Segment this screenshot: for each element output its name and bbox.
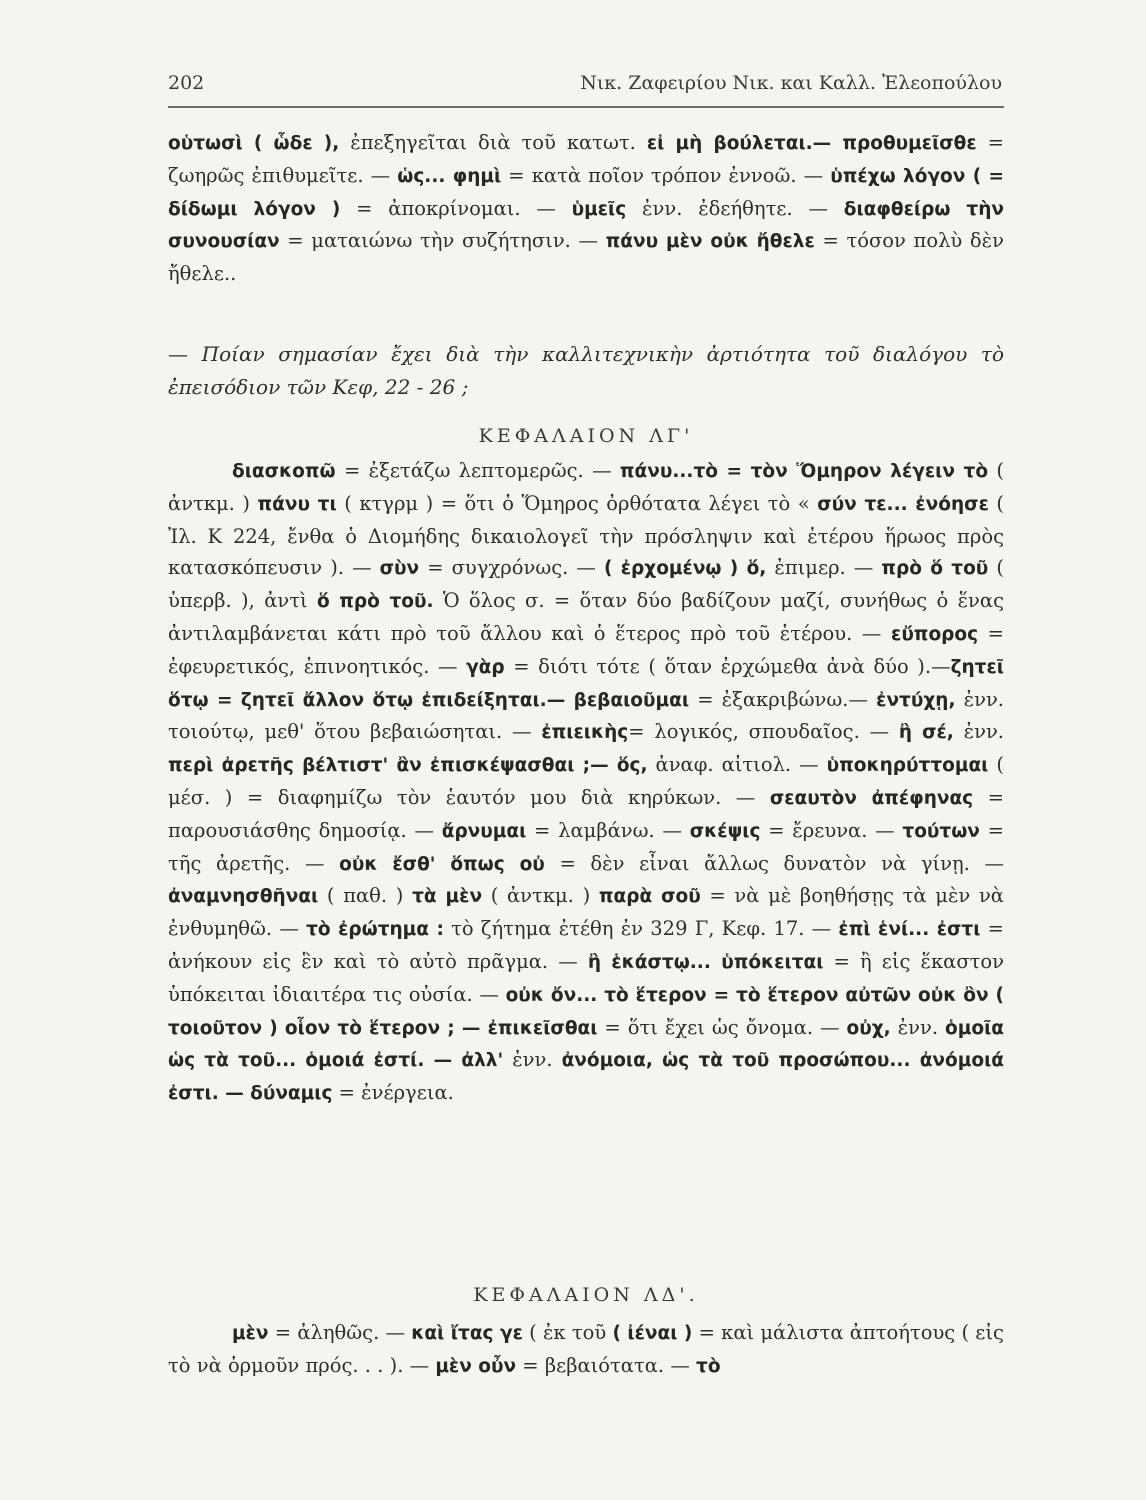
gloss: = ἀνήκουν εἰς ἓν καὶ τὸ αὐτὸ πρᾶγμα. — [168,917,1005,973]
lemma: ἢ ἑκάστῳ... ὑπόκειται [587,951,824,973]
lemma: ὁμοῖα ὡς τὰ τοῦ... ὁμοιά ἐστί. — ἀλλ' [168,1017,1004,1072]
lemma: ὑμεῖς [571,198,627,220]
gloss: = ἐνέργεια. [332,1081,454,1105]
gloss: = ἔρευνα. — [760,818,903,842]
gloss: ( ἀντκμ. ) [168,459,1004,515]
lemma: ζητεῖ ὅτῳ = ζητεῖ ἄλλον ὅτῳ ἐπιδείξηται.— βεβαιοῦμαι [168,656,1004,711]
lemma: ἢ σέ, [898,722,954,744]
gloss: = βεβαιότατα. — [516,1353,697,1377]
paragraph [168,127,1004,290]
lemma: διασκοπῶ [232,461,336,482]
glossary-block-1 [168,127,1004,290]
lemma: ὡς... φημὶ [397,165,502,187]
lemma: ἐπὶ ἑνί... ἐστι [838,919,981,941]
gloss: = τόσον πολὺ δὲν ἤθελε.. [168,229,1004,286]
gloss: = ἐξετάζω λεπτομερῶς. — [335,459,620,482]
gloss: = ἐφευρετικός, ἐπινοητικός. — [168,621,1004,678]
gloss: ἐνν. [503,1048,562,1072]
lemma: ὑποκηρύττομαι [826,755,989,777]
lemma: οὐκ ἔσθ' ὅπως οὐ [339,853,545,875]
gloss: ( Ἰλ. Κ 224, ἔνθα ὁ Διομήδης δικαιολογεῖ τὴν πρόσληψιν καὶ ἑτέρου ἥρωος πρὸς κατασκόπευσιν ). — [168,491,1004,580]
page-number: 202 [168,72,205,94]
lemma: παρὰ σοῦ [598,886,701,908]
gloss: = ματαιώνω τὴν συζήτησιν. — [279,229,606,253]
gloss: = ζωηρῶς ἐπιθυμεῖτε. — [168,131,1004,187]
lemma: οὑτωσὶ ( ὧδε ), [168,133,340,154]
gloss: ἐπεξηγεῖται διὰ τοῦ κατωτ. [339,131,647,154]
lemma: πάνυ...τὸ = τὸν Ὅμηρον λέγειν τὸ [619,461,989,482]
lemma: ἄρνυμαι [441,820,527,842]
gloss: = παρουσιάσθης δημοσίᾳ. — [168,785,1004,842]
lemma: τὸ ἐρώτημα : [306,919,444,941]
glossary-block-3 [168,1317,1004,1383]
gloss: = ἢ εἰς ἕκαστον ὑπόκειται ἰδιαιτέρα τις οὐσία. — [168,949,1005,1006]
gloss: ( ὑπερβ. ), ἀντὶ [168,556,1004,613]
gloss: ( παθ. ) [318,884,413,908]
gloss: ἐνν. τοιούτῳ, μεθ' ὅτου βεβαιώσηται. — [168,687,1005,744]
paragraph [168,1317,1004,1383]
gloss: = δὲν εἶναι ἄλλως δυνατὸν νὰ γίνῃ. — [544,851,1005,875]
gloss: ἐνν. ἐδεήθητε. — [626,196,844,220]
gloss: = ἐξακριβώνω.— [689,687,877,711]
lemma: μὲν οὖν [435,1355,517,1377]
lemma: μὲν [232,1323,269,1344]
lemma: ἐπιεικὴς [541,722,629,744]
lemma: διαφθείρω τὴν συνουσίαν [168,198,1005,253]
lemma: περὶ ἀρετῆς βέλτιστ' ἂν ἐπισκέψασθαι ;— ὅς, [168,755,648,777]
paragraph [168,455,1004,1110]
gloss: = ἀληθῶς. — [268,1321,412,1344]
lemma: οὐχ, [846,1017,891,1039]
lemma: ἀναμνησθῆναι [168,886,319,908]
study-question [168,338,1004,404]
gloss: = λαμβάνω. — [526,818,690,842]
gloss: = συγχρόνως. — [419,556,604,580]
gloss: = λογικός, σπουδαῖος. — [628,720,899,744]
lemma: πάνυ μὲν οὐκ ἤθελε [605,231,815,253]
gloss: = ἀποκρίνομαι. — [340,196,572,220]
question-text: — Ποίαν σημασίαν ἔχει διὰ τὴν καλλιτεχνικὴν ἀρτιότητα τοῦ διαλόγου τὸ ἐπεισόδιον τῶν Κεφ, 22 - 26 ; [168,342,1004,399]
lemma: γὰρ [466,656,505,678]
gloss: ( κτγρμ ) = ὅτι ὁ Ὅμηρος ὀρθότατα λέγει τὸ « [336,491,818,515]
gloss: ἐπιμερ. — [766,556,882,580]
gloss: ( ἐκ τοῦ [522,1321,613,1344]
lemma: σεαυτὸν ἀπέφηνας [769,787,974,809]
gloss: Ὁ ὅλος σ. = ὅταν δύο βαδίζουν μαζί, συνήθως ὁ ἕνας ἀντιλαμβάνεται κάτι πρὸ τοῦ ἄλλου καὶ ὁ ἕτερος πρὸ τοῦ ἑτέρου. — [168,589,1004,645]
gloss: = διότι τότε ( ὅταν ἐρχώμεθα ἀνὰ δύο ).— [504,654,951,678]
lemma: καὶ ἴτας γε [411,1323,523,1344]
header-rule [168,106,1004,108]
glossary-block-2 [168,455,1004,1110]
running-title: Νικ. Ζαφειρίου Νικ. και Καλλ. Ἐλεοπούλου [580,72,1002,94]
lemma: ἀνόμοια, ὡς τὰ τοῦ προσώπου... ἀνόμοιά ἐστι. — δύναμις [168,1050,1004,1105]
gloss: = νὰ μὲ βοηθήσῃς τὰ μὲν νὰ ἐνθυμηθῶ. — [168,884,1004,941]
lemma: τὰ μὲν [412,886,483,908]
lemma: τὸ [696,1355,721,1377]
lemma: ἐντύχῃ, [876,689,956,711]
lemma: σὺν [379,558,420,580]
gloss: = τῆς ἀρετῆς. — [168,818,1004,875]
lemma: εἰ μὴ βούλεται.— προθυμεῖσθε [646,133,977,154]
lemma: πρὸ ὅ τοῦ [881,558,989,580]
gloss: ἐνν. [953,720,1004,744]
chapter-heading: ΚΕΦΑΛΑΙΟΝ ΛΓ' [478,425,694,447]
gloss: τὸ ζήτημα ἐτέθη ἐν 329 Γ, Κεφ. 17. — [443,917,839,941]
lemma: ὅ πρὸ τοῦ. [317,591,434,613]
gloss: ( μέσ. ) = διαφημίζω τὸν ἑαυτόν μου διὰ κηρύκων. — [168,753,1005,809]
lemma: εὔπορος [891,623,979,645]
gloss: ἀναφ. αἰτιολ. — [647,753,827,777]
gloss: ἐνν. [890,1015,946,1039]
chapter-heading: ΚΕΦΑΛΑΙΟΝ ΛΔ'. [473,1284,699,1306]
lemma: ὑπέχω λόγον ( = δίδωμι λόγον ) [168,165,1004,220]
running-header [168,72,1002,94]
lemma: πάνυ τι [257,493,337,515]
lemma: ( ἐρχομένῳ ) ὅ, [603,558,767,580]
gloss: = ὅτι ἔχει ὡς ὄνομα. — [597,1015,847,1039]
gloss: ( ἀντκμ. ) [482,884,599,908]
lemma: οὐκ ὄν... τὸ ἕτερον = τὸ ἕτερον αὐτῶν οὐκ ὂν ( τοιοῦτον ) οἷον τὸ ἕτερον ; — ἐπικεῖσθαι [168,984,1004,1039]
gloss: = κατὰ ποῖον τρόπον ἐννοῶ. — [501,163,831,187]
lemma: ( ἰέναι ) [612,1323,693,1344]
lemma: τούτων [902,820,980,842]
lemma: σκέψις [689,820,761,842]
lemma: σύν τε... ἐνόησε [817,493,989,515]
gloss: = καὶ μάλιστα ἀπτοήτους ( εἰς τὸ νὰ ὁρμοῦν πρός. . . ). — [168,1321,1004,1377]
